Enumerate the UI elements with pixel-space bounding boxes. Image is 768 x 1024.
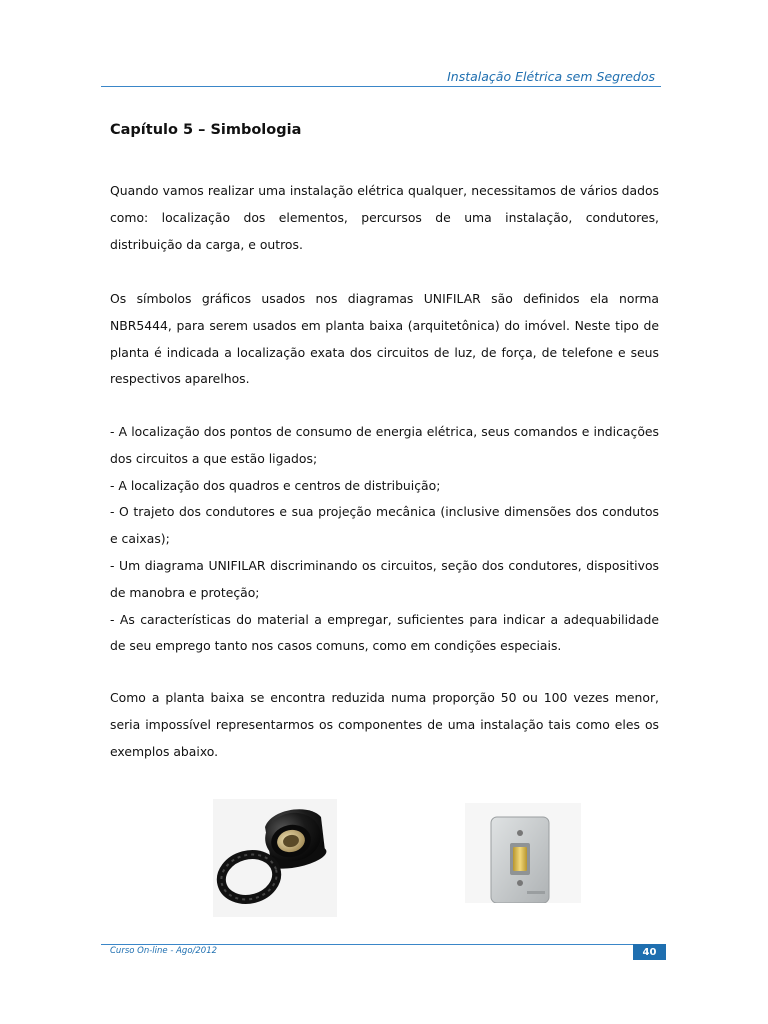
footer-divider: [101, 944, 661, 945]
lamp-socket-icon: [213, 799, 337, 917]
running-header: Instalação Elétrica sem Segredos: [447, 69, 655, 84]
paragraph-symbols: Os símbolos gráficos usados nos diagramas UNIFILAR são definidos ela norma NBR5444, para serem usados em planta baixa (arquitetônica) do imóvel. Neste tipo de planta é indicada a localização exata dos circuitos de luz, de força, de telefone e seus respectivos aparelhos.: [110, 291, 659, 387]
paragraph-scale: Como a planta baixa se encontra reduzida numa proporção 50 ou 100 vezes menor, seria impossível representarmos os componentes de uma instalação tais como eles os exemplos abaixo.: [110, 690, 659, 759]
page-number: 40: [633, 944, 666, 960]
list-item: - As características do material a empregar, suficientes para indicar a adequabilidade de seu emprego tanto nos casos comuns, como em condições especiais.: [110, 611, 659, 654]
lamp-socket-photo: [213, 799, 337, 917]
list-item: - A localização dos quadros e centros de distribuição;: [110, 477, 441, 493]
list-item: - Um diagrama UNIFILAR discriminando os circuitos, seção dos condutores, dispositivos de manobra e proteção;: [110, 557, 659, 600]
chapter-title: Capítulo 5 – Simbologia: [110, 122, 302, 138]
requirements-list: [110, 419, 659, 660]
light-switch-icon: [465, 803, 581, 903]
list-item: - O trajeto dos condutores e sua projeção mecânica (inclusive dimensões dos condutos e caixas);: [110, 504, 659, 547]
footer-course-date: Curso On-line - Ago/2012: [110, 946, 218, 956]
light-switch-photo: [465, 803, 581, 903]
header-divider: [101, 86, 661, 87]
paragraph-intro: Quando vamos realizar uma instalação elétrica qualquer, necessitamos de vários dados como: localização dos elementos, percursos de uma instalação, condutores, distribuição da carga, e outros.: [110, 183, 659, 252]
list-item: - A localização dos pontos de consumo de energia elétrica, seus comandos e indicações dos circuitos a que estão ligados;: [110, 424, 659, 466]
